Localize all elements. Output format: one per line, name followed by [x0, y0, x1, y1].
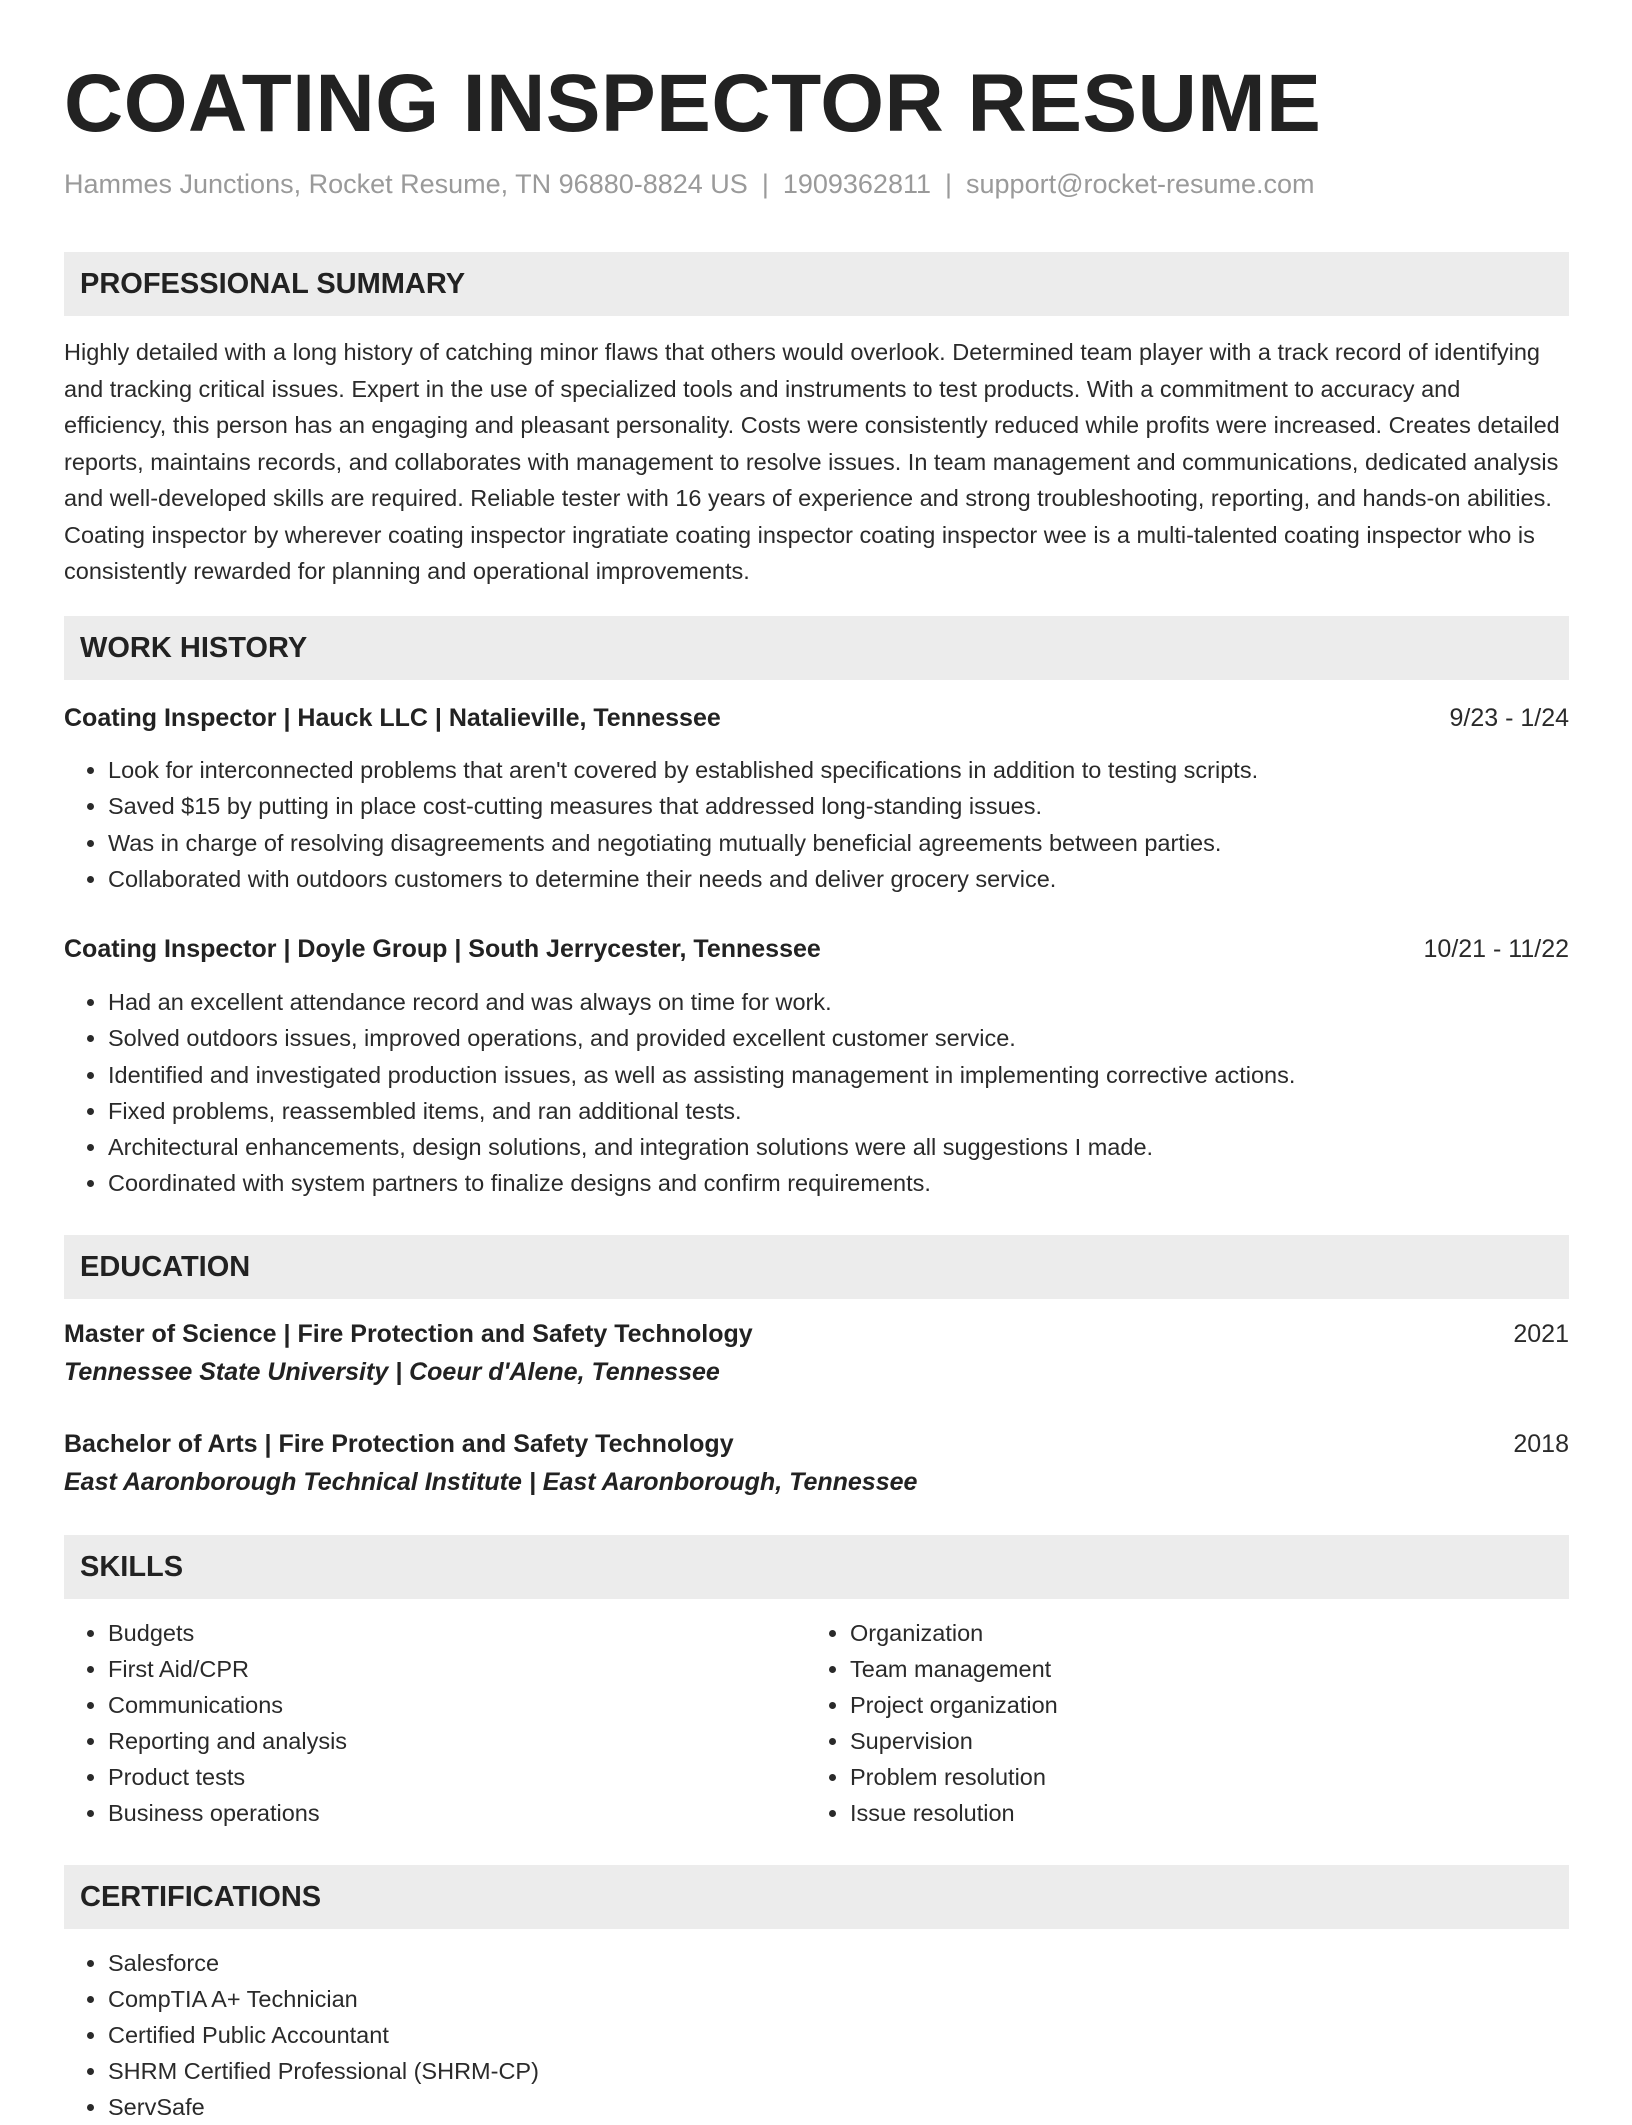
- education-degree: Bachelor of Arts | Fire Protection and Safety Technology: [64, 1430, 734, 1458]
- skills-list-right: [806, 1615, 1058, 1831]
- summary-text: Highly detailed with a long history of catching minor flaws that others would overlook. Determined team player with a track record of identifying and tracking critical issues. Expert in the use of specialized tools and instruments to test products. With a commitment to accuracy and efficiency, this person has an engaging and pleasant personality. Costs were consistently reduced while profits were increased. Creates detailed reports, maintains records, and collaborates with management to resolve issues. In team management and communications, dedicated analysis and well-developed skills are required. Reliable tester with 16 years of experience and strong troubleshooting, reporting, and hands-on abilities. Coating inspector by wherever coating inspector ingratiate coating inspector coating inspector wee is a multi-talented coating inspector who is consistently rewarded for planning and operational improvements.: [64, 339, 1560, 584]
- list-item: • Identified and investigated production issues, as well as assisting management in implementing corrective actions.: [108, 1057, 1295, 1093]
- list-item: • Issue resolution: [850, 1795, 1058, 1831]
- list-item: • Reporting and analysis: [108, 1723, 347, 1759]
- job-title: Coating Inspector | Doyle Group | South Jerrycester, Tennessee: [64, 935, 821, 963]
- job-bullets: [64, 984, 1295, 1202]
- list-item: • Coordinated with system partners to finalize designs and confirm requirements.: [108, 1165, 1295, 1201]
- list-item: • Architectural enhancements, design solutions, and integration solutions were all suggestions I made.: [108, 1129, 1295, 1165]
- page-title: COATING INSPECTOR RESUME: [64, 58, 1322, 149]
- contact-separator: |: [945, 169, 953, 199]
- contact-phone: 1909362811: [782, 169, 931, 199]
- education-header: [64, 1316, 1569, 1352]
- job-header: [64, 931, 1569, 967]
- job-bullets: [64, 752, 1258, 897]
- section-heading-education: EDUCATION: [64, 1235, 1569, 1299]
- contact-line: [64, 166, 1315, 202]
- list-item: • Budgets: [108, 1615, 347, 1651]
- list-item: • Business operations: [108, 1795, 347, 1831]
- list-item: • ServSafe: [108, 2089, 539, 2125]
- list-item: • Saved $15 by putting in place cost-cutting measures that addressed long-standing issues.: [108, 788, 1258, 824]
- list-item: • Was in charge of resolving disagreements and negotiating mutually beneficial agreements between parties.: [108, 825, 1258, 861]
- list-item: • Solved outdoors issues, improved operations, and provided excellent customer service.: [108, 1020, 1295, 1056]
- contact-separator: |: [761, 169, 769, 199]
- list-item: • SHRM Certified Professional (SHRM-CP): [108, 2053, 539, 2089]
- list-item: • Salesforce: [108, 1945, 539, 1981]
- list-item: • Supervision: [850, 1723, 1058, 1759]
- skills-list-left: [64, 1615, 347, 1831]
- education-school: East Aaronborough Technical Institute | East Aaronborough, Tennessee: [64, 1468, 918, 1496]
- list-item: • Collaborated with outdoors customers to determine their needs and deliver grocery service.: [108, 861, 1258, 897]
- list-item: • Product tests: [108, 1759, 347, 1795]
- education-header: [64, 1426, 1569, 1462]
- job-dates: 9/23 - 1/24: [1449, 704, 1569, 732]
- education-year: 2021: [1513, 1320, 1569, 1348]
- education-school: Tennessee State University | Coeur d'Alene, Tennessee: [64, 1358, 720, 1386]
- list-item: • First Aid/CPR: [108, 1651, 347, 1687]
- contact-email[interactable]: support@rocket-resume.com: [966, 169, 1315, 199]
- section-heading-certifications: CERTIFICATIONS: [64, 1865, 1569, 1929]
- job-dates: 10/21 - 11/22: [1423, 935, 1569, 963]
- list-item: • Certified Public Accountant: [108, 2017, 539, 2053]
- list-item: • Project organization: [850, 1687, 1058, 1723]
- list-item: • Problem resolution: [850, 1759, 1058, 1795]
- job-title: Coating Inspector | Hauck LLC | Natalieville, Tennessee: [64, 704, 721, 732]
- list-item: • Had an excellent attendance record and was always on time for work.: [108, 984, 1295, 1020]
- contact-address: Hammes Junctions, Rocket Resume, TN 96880-8824 US: [64, 169, 748, 199]
- list-item: • Organization: [850, 1615, 1058, 1651]
- job-header: [64, 700, 1569, 736]
- list-item: • Look for interconnected problems that aren't covered by established specifications in addition to testing scripts.: [108, 752, 1258, 788]
- section-heading-skills: SKILLS: [64, 1535, 1569, 1599]
- education-degree: Master of Science | Fire Protection and Safety Technology: [64, 1320, 753, 1348]
- section-heading-summary: PROFESSIONAL SUMMARY: [64, 252, 1569, 316]
- list-item: • CompTIA A+ Technician: [108, 1981, 539, 2017]
- certifications-list: [64, 1945, 539, 2125]
- list-item: • Team management: [850, 1651, 1058, 1687]
- education-year: 2018: [1513, 1430, 1569, 1458]
- section-heading-work-history: WORK HISTORY: [64, 616, 1569, 680]
- list-item: • Communications: [108, 1687, 347, 1723]
- list-item: • Fixed problems, reassembled items, and ran additional tests.: [108, 1093, 1295, 1129]
